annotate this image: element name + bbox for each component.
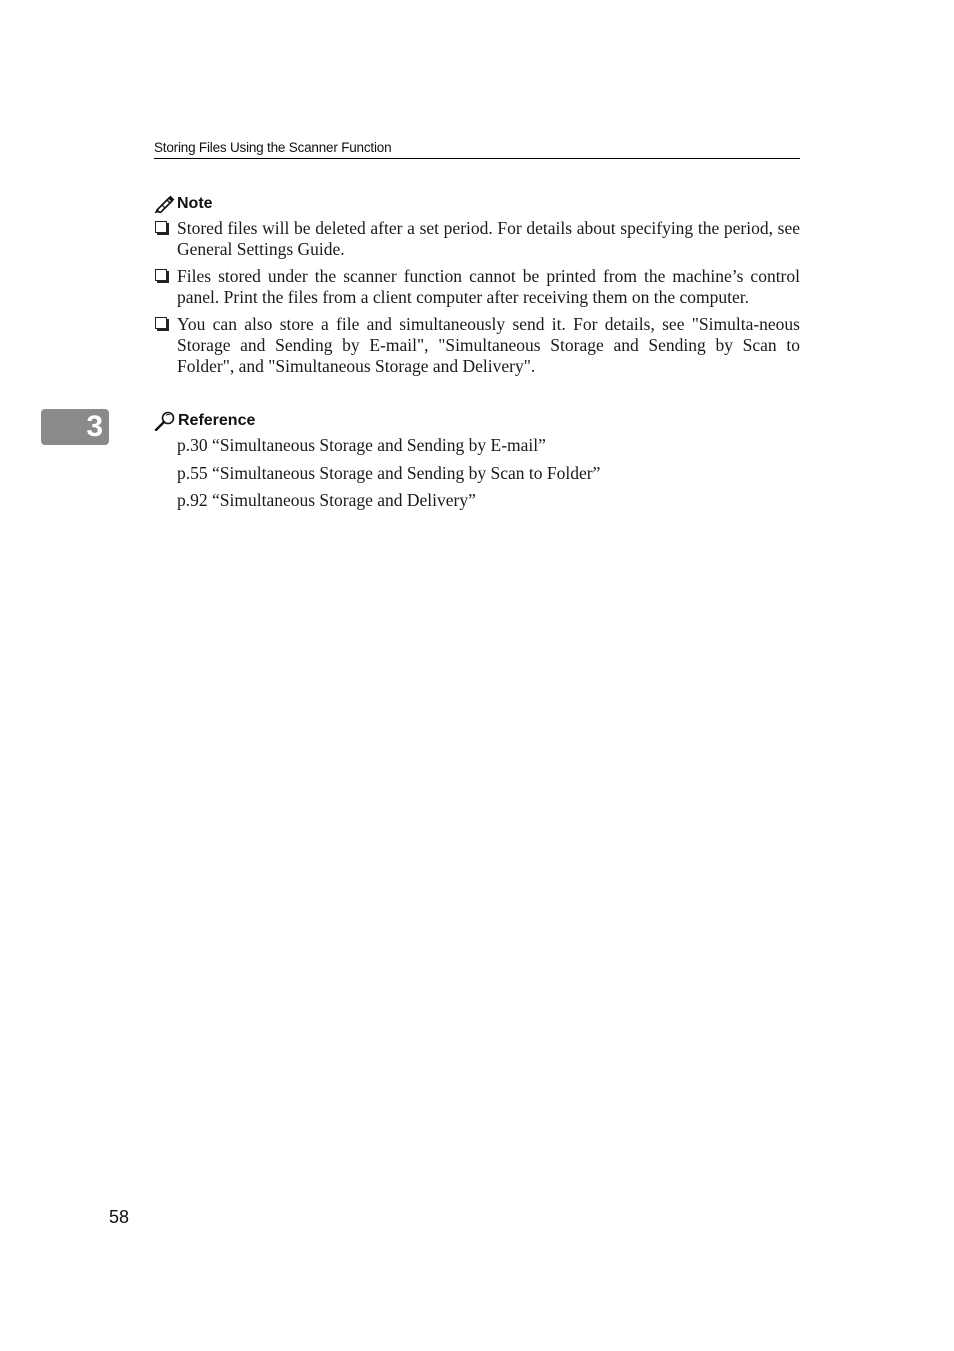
- reference-title: Reference: [178, 412, 256, 429]
- note-item: [154, 266, 800, 307]
- reference-link[interactable]: p.92 “Simultaneous Storage and Delivery”: [177, 490, 476, 511]
- reference-list: [177, 435, 600, 518]
- reference-heading: [154, 410, 255, 432]
- pencil-icon: [154, 195, 175, 213]
- running-header: Storing Files Using the Scanner Function: [154, 138, 800, 159]
- note-list: [154, 218, 800, 383]
- note-item: [154, 314, 800, 376]
- note-heading: [154, 193, 213, 215]
- checkbox-bullet-icon: [155, 269, 167, 281]
- note-item-text: You can also store a file and simultaneously send it. For details, see "Simulta-neous Storage and Sending by E-mail", "Simultaneous Storage and Sending by Scan to Folder", and "Simultaneous Storage and Delivery".: [177, 314, 800, 376]
- reference-link[interactable]: p.55 “Simultaneous Storage and Sending by Scan to Folder”: [177, 462, 601, 483]
- note-item-text: Files stored under the scanner function cannot be printed from the machine’s control panel. Print the files from a client computer after receiving them on the computer.: [177, 266, 800, 307]
- page-number: 58: [109, 1207, 130, 1227]
- checkbox-bullet-icon: [155, 221, 167, 233]
- checkbox-bullet-icon: [155, 317, 167, 329]
- reference-link[interactable]: p.30 “Simultaneous Storage and Sending by E-mail”: [177, 435, 546, 455]
- magnifier-icon: [154, 411, 176, 431]
- chapter-tab: 3: [41, 409, 109, 445]
- note-item: [154, 218, 800, 259]
- note-item-text: Stored files will be deleted after a set period. For details about specifying the period, see General Settings Guide.: [177, 218, 800, 259]
- note-title: Note: [177, 195, 213, 212]
